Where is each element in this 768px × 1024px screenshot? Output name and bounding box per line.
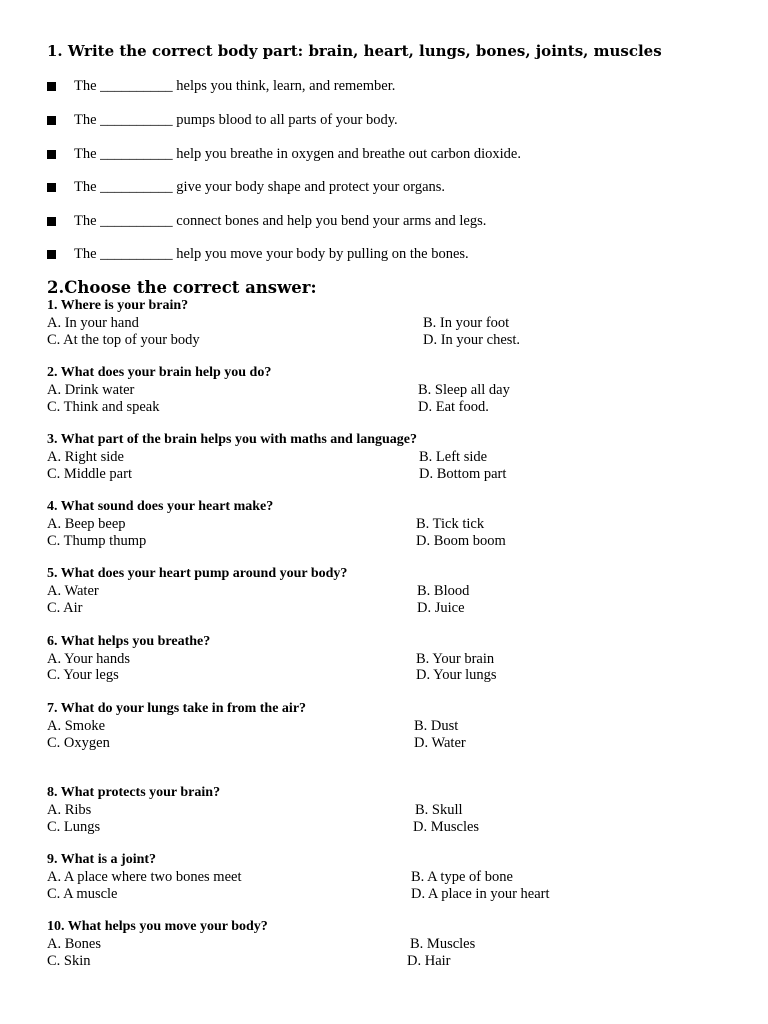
option-a: A. Bones	[47, 936, 101, 952]
option-d: D. Your lungs	[416, 667, 497, 683]
fill-blank-text: The __________ help you move your body by pulling on the bones.	[74, 246, 469, 262]
option-d: D. Bottom part	[419, 466, 507, 482]
question-text: 9. What is a joint?	[47, 852, 157, 867]
question-text: 1. Where is your brain?	[47, 298, 189, 313]
fill-blank-text: The __________ pumps blood to all parts of your body.	[74, 112, 398, 128]
square-bullet-icon	[47, 150, 56, 159]
option-a: A. Water	[47, 583, 99, 599]
option-d: D. Muscles	[413, 819, 480, 835]
option-b: B. Dust	[414, 718, 459, 734]
option-c: C. Air	[47, 600, 83, 616]
fill-blank-text: The __________ give your body shape and protect your organs.	[74, 179, 446, 195]
square-bullet-icon	[47, 217, 56, 226]
option-d: D. Hair	[407, 953, 451, 969]
question-text: 7. What do your lungs take in from the air?	[47, 701, 307, 716]
question-text: 10. What helps you move your body?	[47, 919, 268, 934]
section1-title: 1. Write the correct body part: brain, heart, lungs, bones, joints, muscles	[47, 42, 662, 60]
option-a: A. A place where two bones meet	[47, 869, 242, 885]
question-text: 3. What part of the brain helps you with maths and language?	[47, 432, 418, 447]
option-a: A. Drink water	[47, 382, 135, 398]
option-a: A. Right side	[47, 449, 124, 465]
fill-blank-text: The __________ help you breathe in oxygen and breathe out carbon dioxide.	[74, 146, 521, 162]
option-d: D. Water	[414, 735, 466, 751]
question-text: 8. What protects your brain?	[47, 785, 221, 800]
option-a: A. Ribs	[47, 802, 92, 818]
question-text: 6. What helps you breathe?	[47, 634, 211, 649]
fill-blank-text: The __________ connect bones and help you bend your arms and legs.	[74, 213, 487, 229]
option-b: B. Muscles	[410, 936, 476, 952]
option-c: C. A muscle	[47, 886, 118, 902]
question-text: 2. What does your brain help you do?	[47, 365, 272, 380]
square-bullet-icon	[47, 116, 56, 125]
option-d: D. In your chest.	[423, 332, 521, 348]
option-a: A. Smoke	[47, 718, 105, 734]
section2-title: 2.Choose the correct answer:	[47, 278, 317, 297]
option-b: B. Skull	[415, 802, 463, 818]
option-c: C. At the top of your body	[47, 332, 200, 348]
option-b: B. In your foot	[423, 315, 510, 331]
option-c: C. Your legs	[47, 667, 119, 683]
option-a: A. In your hand	[47, 315, 139, 331]
option-b: B. Blood	[417, 583, 470, 599]
option-a: A. Beep beep	[47, 516, 126, 532]
square-bullet-icon	[47, 183, 56, 192]
fill-blank-text: The __________ helps you think, learn, and remember.	[74, 78, 396, 94]
option-b: B. Sleep all day	[418, 382, 510, 398]
option-c: C. Thump thump	[47, 533, 147, 549]
option-c: C. Skin	[47, 953, 91, 969]
option-c: C. Middle part	[47, 466, 132, 482]
option-b: B. A type of bone	[411, 869, 513, 885]
option-c: C. Think and speak	[47, 399, 160, 415]
option-d: D. A place in your heart	[411, 886, 550, 902]
square-bullet-icon	[47, 82, 56, 91]
question-text: 4. What sound does your heart make?	[47, 499, 274, 514]
option-d: D. Juice	[417, 600, 465, 616]
option-a: A. Your hands	[47, 651, 130, 667]
option-c: C. Oxygen	[47, 735, 110, 751]
square-bullet-icon	[47, 250, 56, 259]
option-b: B. Left side	[419, 449, 488, 465]
option-d: D. Eat food.	[418, 399, 489, 415]
option-b: B. Tick tick	[416, 516, 485, 532]
option-d: D. Boom boom	[416, 533, 506, 549]
option-c: C. Lungs	[47, 819, 101, 835]
question-text: 5. What does your heart pump around your body?	[47, 566, 348, 581]
option-b: B. Your brain	[416, 651, 495, 667]
